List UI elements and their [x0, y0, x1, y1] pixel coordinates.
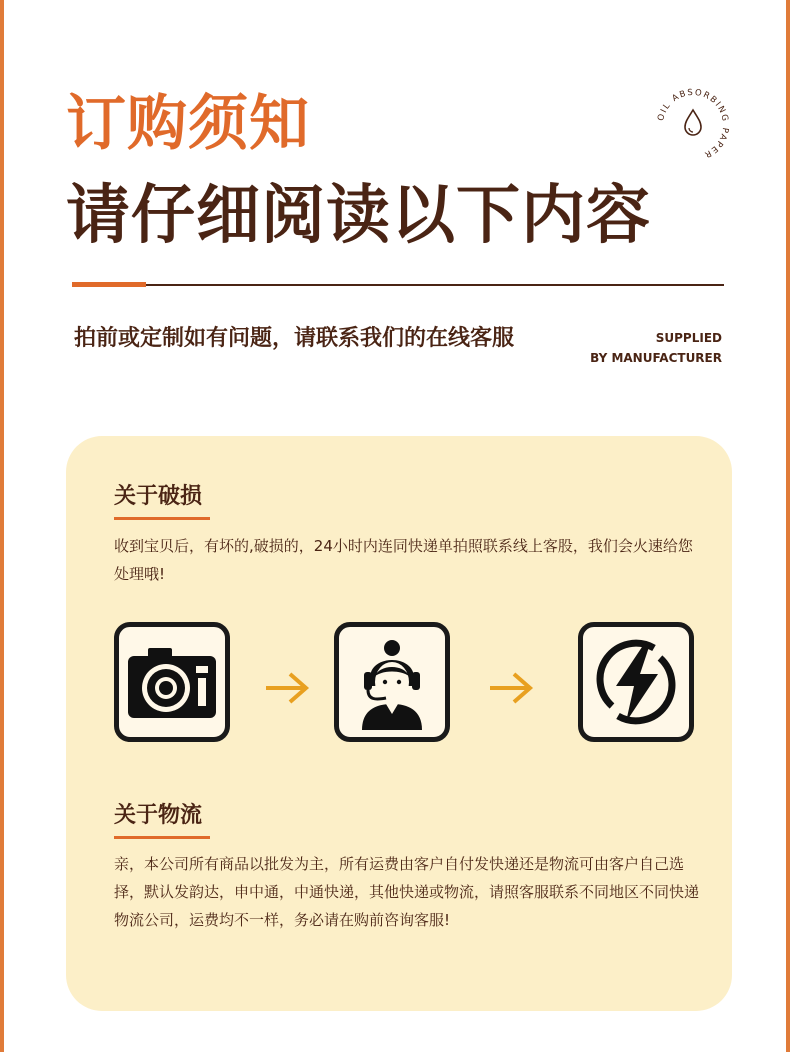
title-rule-accent	[72, 282, 146, 287]
camera-icon	[124, 640, 220, 724]
camera-icon-box	[114, 622, 230, 742]
section-text-logistics: 亲，本公司所有商品以批发为主，所有运费由客户自付发快递还是物流可由客户自己选择，默认发韵达，申中通，中通快递，其他快递或物流，请照客服联系不同地区不同快递物流公司，运费均不一样，务必请在购前咨询客服!	[114, 855, 700, 929]
section-text-damage: 收到宝贝后，有坏的,破损的，24小时内连同快递单拍照联系线上客股，我们会火速给您处理哦!	[114, 537, 693, 583]
stamp-text: OIL ABSORBING PAPER	[656, 87, 731, 160]
lightning-icon-box	[578, 622, 694, 742]
section-title-logistics: 关于物流	[114, 803, 203, 828]
page-title: 请仔细阅读以下内容	[66, 179, 651, 253]
page-title-accent: 订购须知	[66, 89, 310, 159]
supplied-by-manufacturer	[590, 328, 722, 368]
supplied-line-1: SUPPLIED	[655, 331, 722, 345]
left-border	[0, 0, 4, 1052]
notice-card	[66, 436, 732, 1011]
customer-service-icon	[352, 634, 432, 730]
oil-drop-icon	[685, 110, 701, 135]
oil-absorbing-paper-stamp	[650, 82, 736, 168]
lightning-icon	[590, 636, 682, 728]
intro-text: 拍前或定制如有问题，请联系我们的在线客服	[74, 326, 515, 351]
arrow-right-icon	[262, 668, 312, 708]
section-title-damage: 关于破损	[114, 484, 203, 509]
section-underline	[114, 836, 210, 839]
customer-service-icon-box	[334, 622, 450, 742]
arrow-right-icon	[486, 668, 536, 708]
right-border	[786, 0, 790, 1052]
title-rule	[146, 284, 724, 286]
section-underline	[114, 517, 210, 520]
svg-text:OIL ABSORBING PAPER	[656, 88, 730, 160]
supplied-line-2: BY MANUFACTURER	[590, 351, 722, 365]
